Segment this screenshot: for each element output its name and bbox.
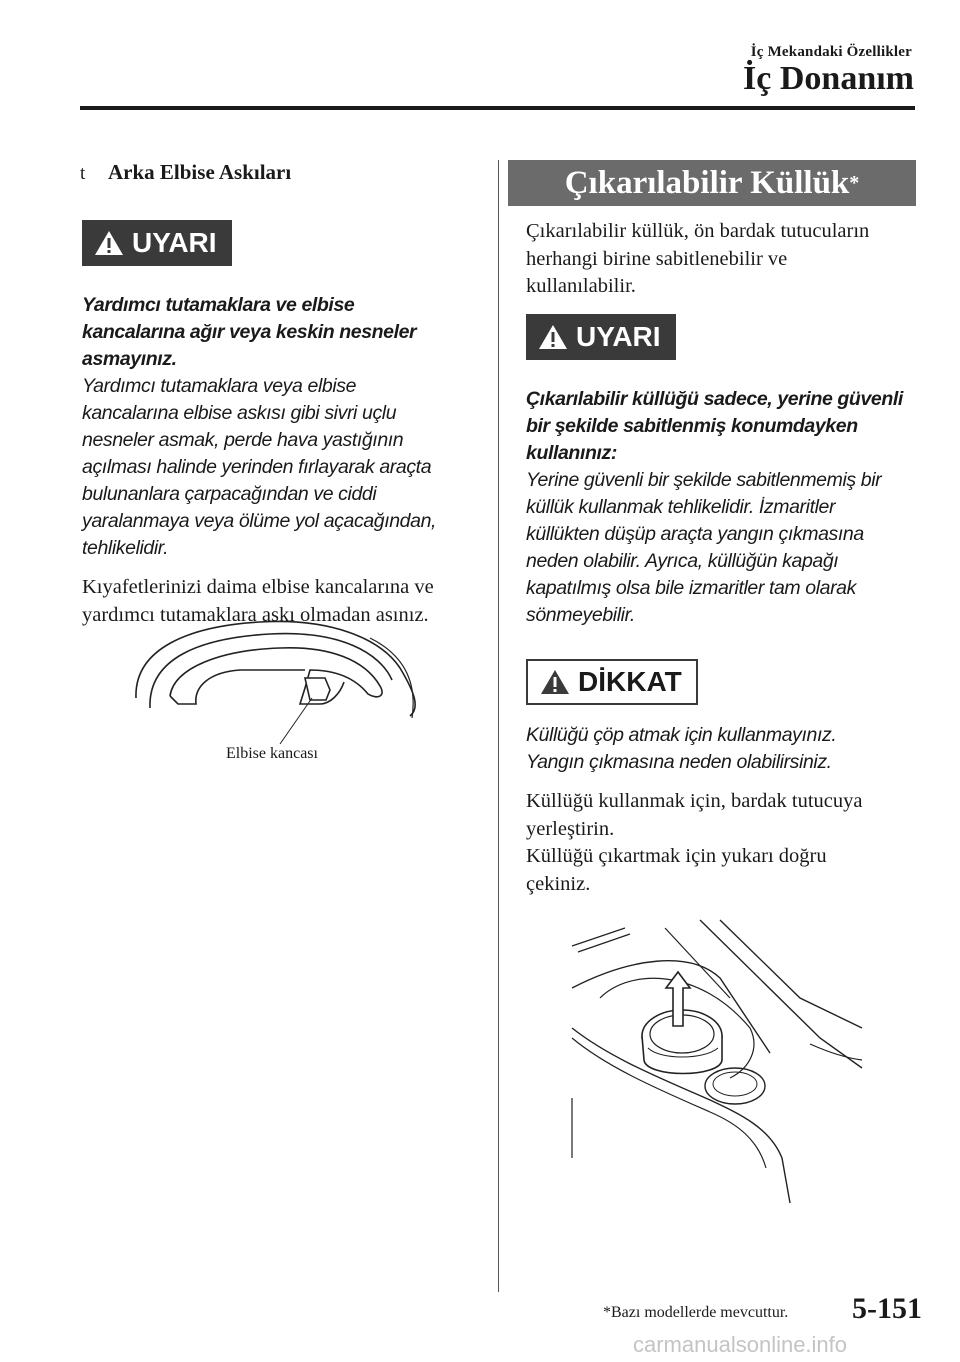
caution-label-box — [526, 659, 698, 705]
warning-bold-line: kancalarına ağır veya keskin nesneler — [82, 321, 417, 343]
section-bullet: t — [80, 163, 86, 184]
section-title: Arka Elbise Askıları — [108, 160, 292, 184]
warning-text-line: açılması halinde yerinden fırlayarak araçta — [82, 456, 432, 478]
chapter-title: İç Donanım — [743, 60, 914, 97]
warning-bold-line: bir şekilde sabitlenmiş konumdayken — [526, 415, 858, 437]
caution-line: Küllüğü çöp atmak için kullanmayınız. — [526, 724, 837, 746]
warning-triangle-icon — [538, 324, 568, 350]
body-line: Küllüğü çıkartmak için yukarı doğru — [526, 845, 827, 867]
caution-line: Yangın çıkmasına neden olabilirsiniz. — [526, 751, 832, 773]
chapter-subtitle: İç Mekandaki Özellikler — [750, 44, 912, 60]
warning-bold-line: kullanınız: — [526, 442, 617, 464]
warning-text-line: Yerine güvenli bir şekilde sabitlenmemiş bir — [526, 469, 882, 491]
caution-label: DİKKAT — [578, 666, 682, 697]
warning-text-line: bulunanlara çarpacağından ve ciddi — [82, 483, 377, 505]
figure-caption: Elbise kancası — [226, 745, 318, 762]
body-line: Küllüğü kullanmak için, bardak tutucuya — [526, 790, 863, 812]
caution-text — [526, 722, 921, 776]
warning-bold-line: asmayınız. — [82, 348, 177, 370]
intro-line: kullanılabilir. — [526, 275, 636, 297]
page-number: 5-151 — [852, 1292, 922, 1325]
warning-text-line: nesneler asmak, perde hava yastığının — [82, 429, 404, 451]
warning-label-box — [526, 314, 676, 360]
body-line: yerleştirin. — [526, 817, 615, 840]
warning-label: UYARI — [576, 321, 661, 352]
warning-bold-line: Çıkarılabilir küllüğü sadece, yerine güvenli — [526, 388, 903, 410]
warning-text-line: kancalarına elbise askısı gibi sivri uçlu — [82, 402, 397, 424]
left-warning-block — [82, 292, 482, 562]
intro-line: Çıkarılabilir küllük, ön bardak tutucuların — [526, 220, 870, 242]
banner-title: Çıkarılabilir Küllük — [564, 164, 850, 201]
body-line: yardımcı tutamaklara askı olmadan asınız. — [82, 603, 429, 626]
column-divider — [498, 160, 499, 1292]
caution-triangle-icon — [540, 669, 570, 695]
warning-label: UYARI — [132, 227, 217, 258]
warning-text-line: tehlikelidir. — [82, 537, 169, 559]
grab-handle-illustration — [130, 608, 430, 748]
warning-text-line: neden olabilir. Ayrıca, küllüğün kapağı — [526, 550, 839, 572]
warning-label-box — [82, 220, 232, 266]
warning-text-line: yaralanmaya veya ölüme yol açacağından, — [82, 510, 437, 532]
warning-text-line: kapatılmış olsa bile izmaritler tam olarak — [526, 577, 856, 599]
warning-triangle-icon — [94, 230, 124, 256]
warning-text-line: sönmeyebilir. — [526, 604, 635, 626]
header-rule — [80, 106, 915, 110]
warning-text-line: küllükten düşüp araçta yangın çıkmasına — [526, 523, 864, 545]
right-warning-block — [526, 386, 921, 629]
right-body — [526, 788, 916, 898]
body-line: çekiniz. — [526, 872, 591, 895]
watermark: carmanualsonline.info — [633, 1332, 848, 1357]
warning-text-line: Yardımcı tutamaklara veya elbise — [82, 375, 357, 397]
body-line: Kıyafetlerinizi daima elbise kancalarına ve — [82, 576, 434, 598]
section-banner: Çıkarılabilir Küllük * — [508, 160, 916, 206]
intro-line: herhangi birine sabitlenebilir ve — [526, 247, 788, 270]
warning-bold-line: Yardımcı tutamaklara ve elbise — [82, 294, 355, 316]
footnote: *Bazı modellerde mevcuttur. — [603, 1304, 789, 1321]
warning-text-line: küllük kullanmak tehlikelidir. İzmaritler — [526, 496, 836, 518]
right-intro — [526, 218, 916, 301]
ashtray-illustration — [570, 918, 870, 1203]
